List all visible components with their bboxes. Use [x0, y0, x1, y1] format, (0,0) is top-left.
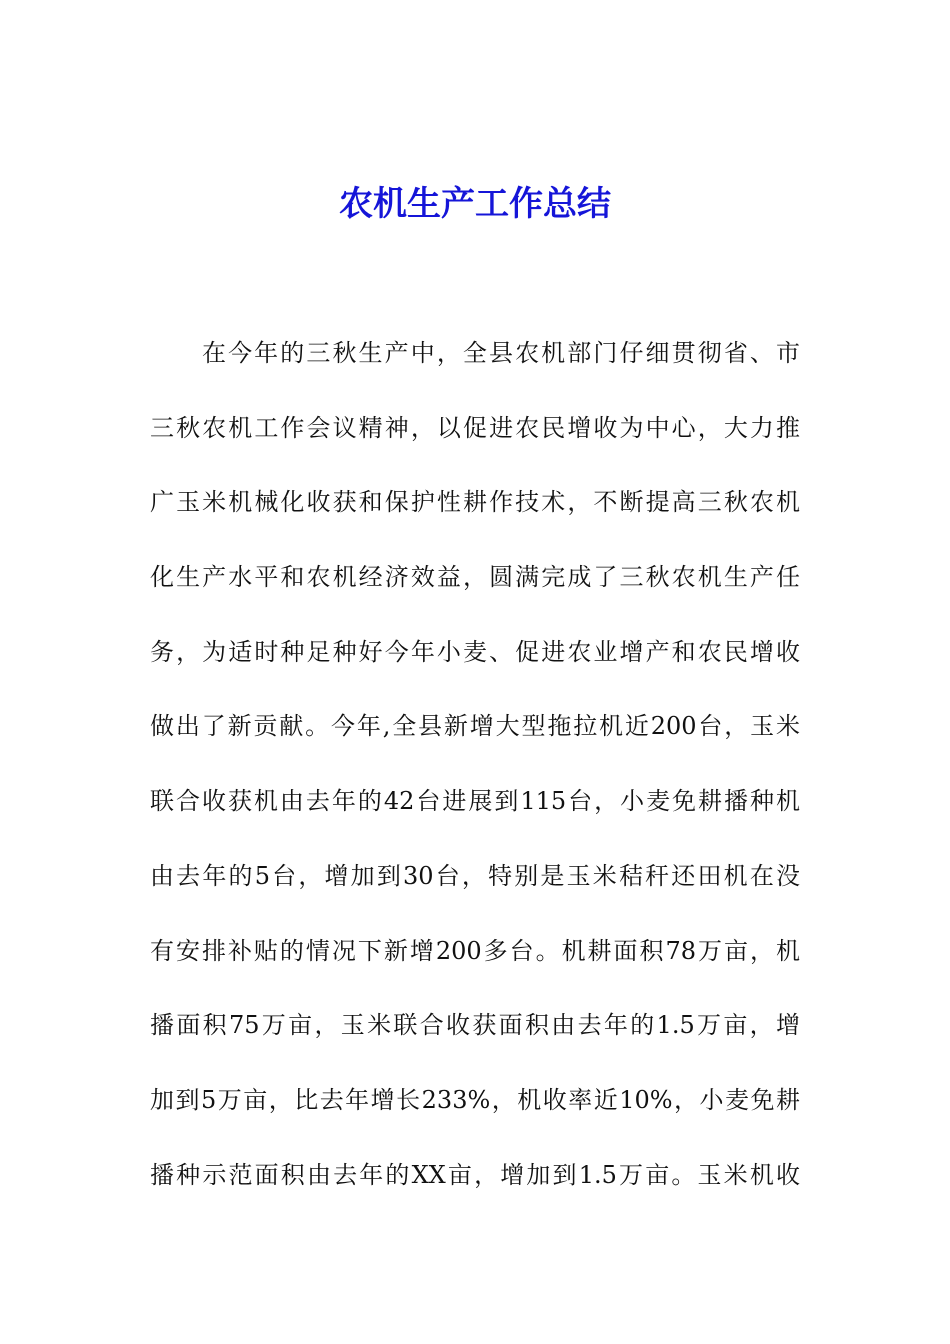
- paragraph-line: 在今年的三秋生产中，全县农机部门仔细贯彻省、市: [202, 339, 800, 367]
- paragraph-line: 播面积75万亩，玉米联合收获面积由去年的1.5万亩，增: [150, 1011, 800, 1040]
- paragraph-line: 联合收获机由去年的42台进展到115台，小麦免耕播种机: [150, 787, 800, 816]
- document-title: 农机生产工作总结: [339, 184, 611, 224]
- paragraph-line: 务，为适时种足种好今年小麦、促进农业增产和农民增收: [150, 637, 800, 666]
- paragraph-line: 加到5万亩，比去年增长233%，机收率近10%，小麦免耕: [150, 1085, 800, 1114]
- paragraph-line: 由去年的5台，增加到30台，特别是玉米秸秆还田机在没: [150, 861, 800, 890]
- body-paragraph: [150, 327, 800, 1223]
- paragraph-line: 播种示范面积由去年的XX亩，增加到1.5万亩。玉米机收: [150, 1160, 800, 1189]
- paragraph-line: 有安排补贴的情况下新增200多台。机耕面积78万亩，机: [150, 936, 800, 965]
- paragraph-line: 做出了新贡献。今年,全县新增大型拖拉机近200台，玉米: [150, 712, 800, 741]
- paragraph-line: 广玉米机械化收获和保护性耕作技术，不断提高三秋农机: [150, 488, 800, 517]
- paragraph-line: 三秋农机工作会议精神，以促进农民增收为中心，大力推: [150, 413, 800, 442]
- paragraph-line: 化生产水平和农机经济效益，圆满完成了三秋农机生产任: [150, 563, 800, 592]
